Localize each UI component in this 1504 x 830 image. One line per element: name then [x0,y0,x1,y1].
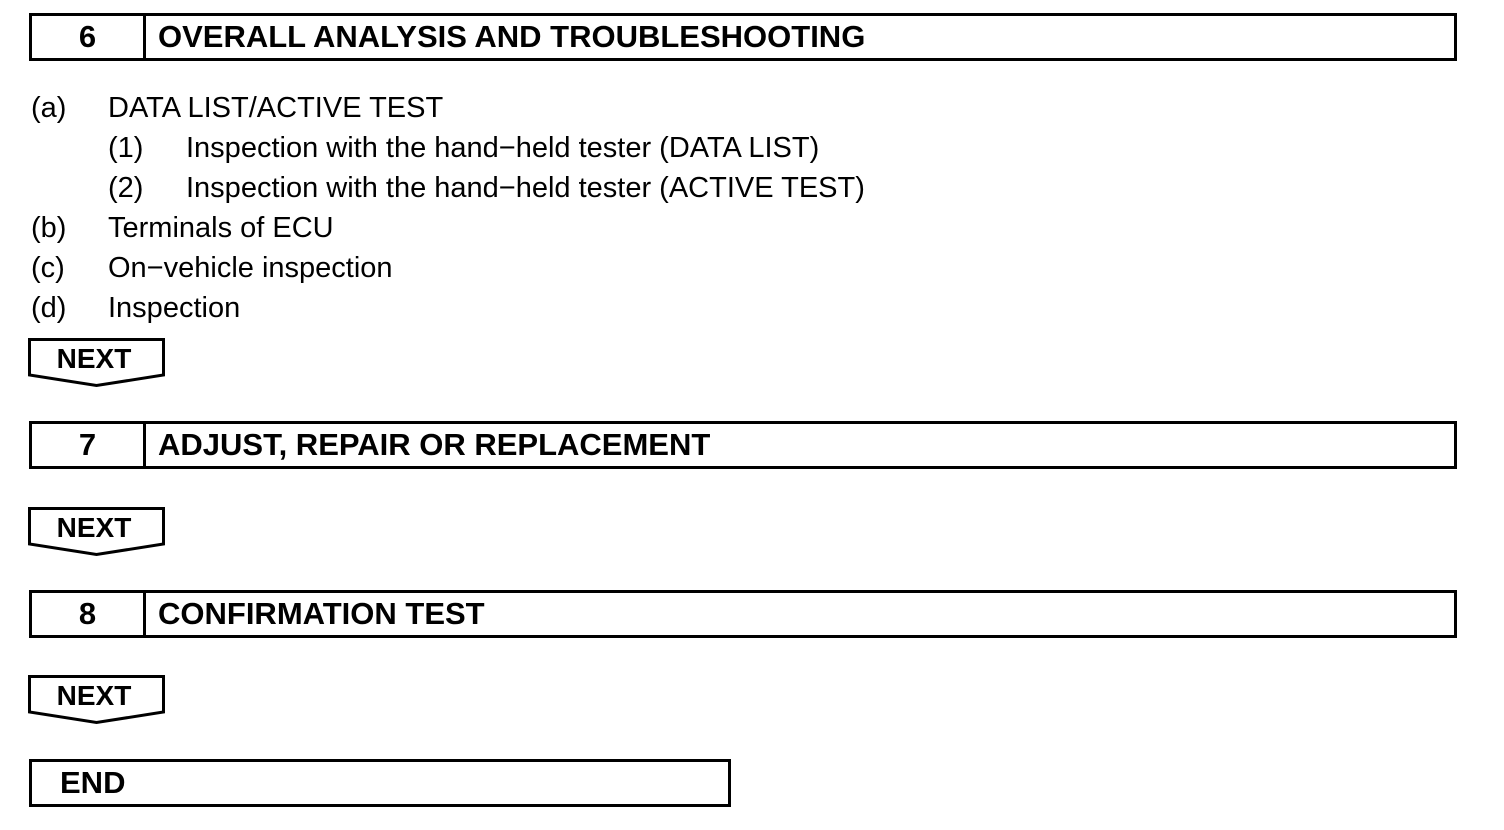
sub-item-marker: (1) [108,132,144,164]
next-button[interactable] [28,507,166,559]
list-item-text: Inspection [108,292,241,324]
step-number: 8 [32,593,146,635]
end-label: END [60,765,126,800]
step-title: ADJUST, REPAIR OR REPLACEMENT [158,427,711,462]
step-7-header [29,421,1457,469]
next-label: NEXT [56,343,132,374]
end-box [29,759,731,807]
next-label: NEXT [56,680,132,711]
list-item-text: DATA LIST/ACTIVE TEST [108,92,444,124]
next-label: NEXT [56,512,132,543]
sub-item-text: Inspection with the hand−held tester (DATA LIST) [186,132,820,164]
step-number: 7 [32,424,146,466]
item-marker: (b) [31,212,67,244]
sub-item-marker: (2) [108,172,144,204]
next-button[interactable] [28,338,166,390]
item-marker: (c) [31,252,65,284]
item-marker: (a) [31,92,67,124]
step-title: OVERALL ANALYSIS AND TROUBLESHOOTING [158,19,866,54]
step-number: 6 [32,16,146,58]
step-6-header [29,13,1457,61]
list-item [31,91,66,125]
item-marker: (d) [31,292,67,324]
list-item-text: Terminals of ECU [108,212,334,244]
list-item-text: On−vehicle inspection [108,252,393,284]
step-title: CONFIRMATION TEST [158,596,485,631]
sub-item-text: Inspection with the hand−held tester (ACTIVE TEST) [186,172,865,204]
step-8-header [29,590,1457,638]
next-button[interactable] [28,675,166,727]
